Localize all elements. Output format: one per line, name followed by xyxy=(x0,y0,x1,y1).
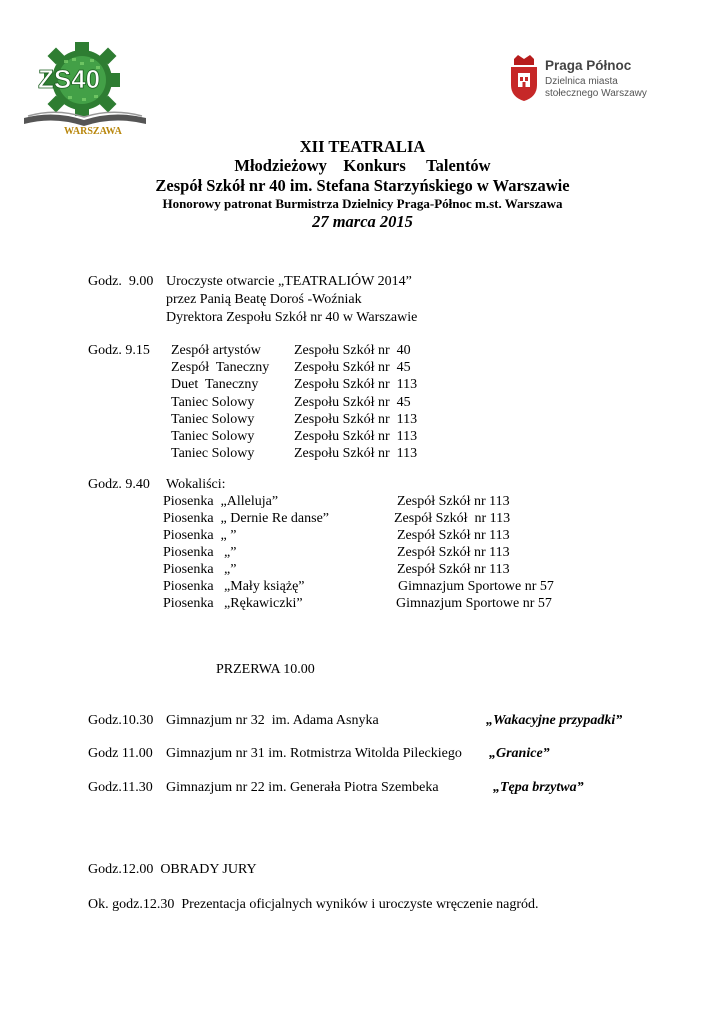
event-date: 27 marca 2015 xyxy=(312,212,413,231)
praga-logo-subtitle-2: stołecznego Warszawy xyxy=(545,88,647,99)
play-time: Godz.10.30 xyxy=(88,713,154,728)
song-school: Zespół Szkół nr 113 xyxy=(397,528,510,543)
opening-host: przez Panią Beatę Doroś -Woźniak xyxy=(166,292,362,307)
dance-act: Zespół artystów xyxy=(171,343,261,358)
zs40-logo-caption: WARSZAWA xyxy=(64,126,122,134)
time-900: Godz. 9.00 xyxy=(88,274,154,289)
vocalists-label: Wokaliści: xyxy=(166,477,226,492)
song-school: Zespół Szkół nr 113 xyxy=(397,545,510,560)
time-915: Godz. 9.15 xyxy=(88,343,150,358)
dance-school: Zespołu Szkół nr 113 xyxy=(294,411,418,427)
dance-school: Zespołu Szkół nr 113 xyxy=(294,429,418,444)
play-title: „Wakacyjne przypadki” xyxy=(486,713,623,728)
play-title: „Tępa brzytwa” xyxy=(493,780,584,795)
break-text: PRZERWA 10.00 xyxy=(216,662,315,677)
play-time: Godz.11.30 xyxy=(88,780,153,795)
praga-logo-subtitle: Dzielnica miasta xyxy=(545,76,618,87)
play-school: Gimnazjum nr 22 im. Generała Piotra Szembeka xyxy=(166,780,439,795)
opening-host-role: Dyrektora Zespołu Szkół nr 40 w Warszawie xyxy=(166,310,418,325)
dance-act: Taniec Solowy xyxy=(171,411,255,427)
patronage-line: Honorowy patronat Burmistrza Dzielnicy Praga-Północ m.st. Warszawa xyxy=(162,196,563,211)
praga-logo-title: Praga Północ xyxy=(545,58,632,73)
song-title: Piosenka „ ” xyxy=(163,528,237,543)
song-school: Zespół Szkół nr 113 xyxy=(397,562,510,577)
praga-polnoc-logo xyxy=(508,55,648,107)
zs40-logo xyxy=(20,40,154,134)
opening-line: Uroczyste otwarcie „TEATRALIÓW 2014” xyxy=(166,274,412,289)
dance-school: Zespołu Szkół nr 45 xyxy=(294,394,411,410)
dance-school: Zespołu Szkół nr 113 xyxy=(294,446,418,462)
song-title: Piosenka „ Dernie Re danse” xyxy=(163,511,329,526)
play-time: Godz 11.00 xyxy=(88,746,153,761)
song-school: Zespół Szkół nr 113 xyxy=(394,511,511,526)
song-school: Gimnazjum Sportowe nr 57 xyxy=(396,596,552,611)
school-name: Zespół Szkół nr 40 im. Stefana Starzyńskiego w Warszawie xyxy=(155,176,570,195)
play-title: „Granice” xyxy=(489,746,550,761)
dance-act: Duet Taneczny xyxy=(171,377,259,393)
dance-act: Zespół Taneczny xyxy=(171,360,270,376)
finale-line: Ok. godz.12.30 Prezentacja oficjalnych wyników i uroczyste wręczenie nagród. xyxy=(88,897,539,912)
praga-crest-icon xyxy=(508,55,540,101)
dance-school: Zespołu Szkół nr 45 xyxy=(294,360,411,376)
dance-school: Zespołu Szkół nr 113 xyxy=(294,377,418,393)
event-subtitle: Młodzieżowy Konkurs Talentów xyxy=(234,156,491,175)
play-school: Gimnazjum nr 32 im. Adama Asnyka xyxy=(166,713,379,728)
song-title: Piosenka „” xyxy=(163,562,237,577)
event-title: XII TEATRALIA xyxy=(299,137,426,156)
dance-school: Zespołu Szkół nr 40 xyxy=(294,343,411,358)
zs40-logo-text: ZS40 xyxy=(38,64,101,94)
dance-act: Taniec Solowy xyxy=(171,394,255,410)
song-title: Piosenka „Alleluja” xyxy=(163,494,279,509)
song-title: Piosenka „” xyxy=(163,545,237,560)
song-title: Piosenka „Mały książę” xyxy=(163,579,305,594)
song-title: Piosenka „Rękawiczki” xyxy=(163,596,303,611)
song-school: Gimnazjum Sportowe nr 57 xyxy=(398,579,554,594)
time-940: Godz. 9.40 xyxy=(88,477,150,492)
jury-line: Godz.12.00 OBRADY JURY xyxy=(88,862,257,877)
dance-act: Taniec Solowy xyxy=(171,446,255,462)
play-school: Gimnazjum nr 31 im. Rotmistrza Witolda Pileckiego xyxy=(166,746,462,761)
song-school: Zespół Szkół nr 113 xyxy=(397,494,510,509)
dance-act: Taniec Solowy xyxy=(171,429,255,444)
